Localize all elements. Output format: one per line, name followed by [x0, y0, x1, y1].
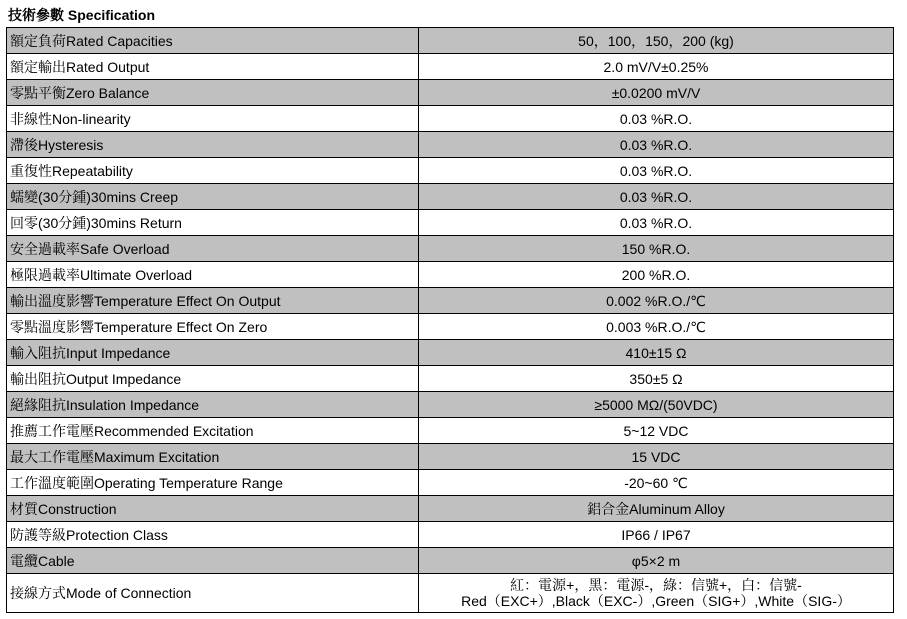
spec-row-maximum-excitation: [7, 444, 894, 470]
spec-row-insulation-impedance: [7, 392, 894, 418]
specification-table: [6, 27, 894, 613]
param-label: 滯後Hysteresis: [7, 132, 419, 158]
param-value: 350±5 Ω: [419, 366, 894, 392]
spec-row-ultimate-overload: [7, 262, 894, 288]
param-label: 輸出阻抗Output Impedance: [7, 366, 419, 392]
connection-colors-english: Red（EXC+）,Black（EXC-）,Green（SIG+）,White（SIG-）: [461, 593, 851, 609]
spec-row-rated-output: [7, 54, 894, 80]
param-value: 0.002 %R.O./℃: [419, 288, 894, 314]
spec-row-return: [7, 210, 894, 236]
param-label: 最大工作電壓Maximum Excitation: [7, 444, 419, 470]
param-value: 410±15 Ω: [419, 340, 894, 366]
param-label: 推薦工作電壓Recommended Excitation: [7, 418, 419, 444]
spec-row-construction: [7, 496, 894, 522]
param-label: 額定輸出Rated Output: [7, 54, 419, 80]
param-value: IP66 / IP67: [419, 522, 894, 548]
spec-row-output-impedance: [7, 366, 894, 392]
param-value: ≥5000 MΩ/(50VDC): [419, 392, 894, 418]
param-value: 0.003 %R.O./℃: [419, 314, 894, 340]
param-value: 鋁合金Aluminum Alloy: [419, 496, 894, 522]
param-label: 材質Construction: [7, 496, 419, 522]
param-value: 0.03 %R.O.: [419, 106, 894, 132]
spec-row-rated-capacities: [7, 28, 894, 54]
param-value: 5~12 VDC: [419, 418, 894, 444]
param-value: 150 %R.O.: [419, 236, 894, 262]
param-value: [419, 574, 894, 613]
spec-row-creep: [7, 184, 894, 210]
param-value: 200 %R.O.: [419, 262, 894, 288]
spec-row-protection-class: [7, 522, 894, 548]
param-label: 重復性Repeatability: [7, 158, 419, 184]
param-value: 0.03 %R.O.: [419, 132, 894, 158]
param-label: 額定負荷Rated Capacities: [7, 28, 419, 54]
spec-row-recommended-excitation: [7, 418, 894, 444]
spec-row-hysteresis: [7, 132, 894, 158]
param-label: 非線性Non-linearity: [7, 106, 419, 132]
param-value: 0.03 %R.O.: [419, 184, 894, 210]
param-label: 極限過載率Ultimate Overload: [7, 262, 419, 288]
param-label: 安全過載率Safe Overload: [7, 236, 419, 262]
param-label: 零點溫度影響Temperature Effect On Zero: [7, 314, 419, 340]
param-value: 0.03 %R.O.: [419, 210, 894, 236]
param-label: 輸出溫度影響Temperature Effect On Output: [7, 288, 419, 314]
param-value: ±0.0200 mV/V: [419, 80, 894, 106]
spec-row-temp-effect-output: [7, 288, 894, 314]
param-value: 2.0 mV/V±0.25%: [419, 54, 894, 80]
param-label: 接線方式Mode of Connection: [7, 574, 419, 613]
spec-row-zero-balance: [7, 80, 894, 106]
param-value: 50，100，150，200 (kg): [419, 28, 894, 54]
spec-row-non-linearity: [7, 106, 894, 132]
page-title: 技術參數 Specification: [8, 7, 156, 23]
spec-row-mode-of-connection: [7, 574, 894, 613]
param-value: 0.03 %R.O.: [419, 158, 894, 184]
spec-row-operating-temperature: [7, 470, 894, 496]
spec-row-cable: [7, 548, 894, 574]
param-label: 防護等級Protection Class: [7, 522, 419, 548]
spec-row-input-impedance: [7, 340, 894, 366]
param-value: -20~60 ℃: [419, 470, 894, 496]
param-label: 蠕變(30分鍾)30mins Creep: [7, 184, 419, 210]
param-label: 零點平衡Zero Balance: [7, 80, 419, 106]
param-value: 15 VDC: [419, 444, 894, 470]
spec-row-safe-overload: [7, 236, 894, 262]
spec-row-repeatability: [7, 158, 894, 184]
connection-colors-chinese: 紅：電源+，黑：電源-，綠：信號+，白：信號-: [510, 577, 802, 593]
param-label: 工作溫度範圍Operating Temperature Range: [7, 470, 419, 496]
param-value: φ5×2 m: [419, 548, 894, 574]
param-label: 絕緣阻抗Insulation Impedance: [7, 392, 419, 418]
param-label: 電纜Cable: [7, 548, 419, 574]
spec-row-temp-effect-zero: [7, 314, 894, 340]
param-label: 回零(30分鍾)30mins Return: [7, 210, 419, 236]
param-label: 輸入阻抗Input Impedance: [7, 340, 419, 366]
